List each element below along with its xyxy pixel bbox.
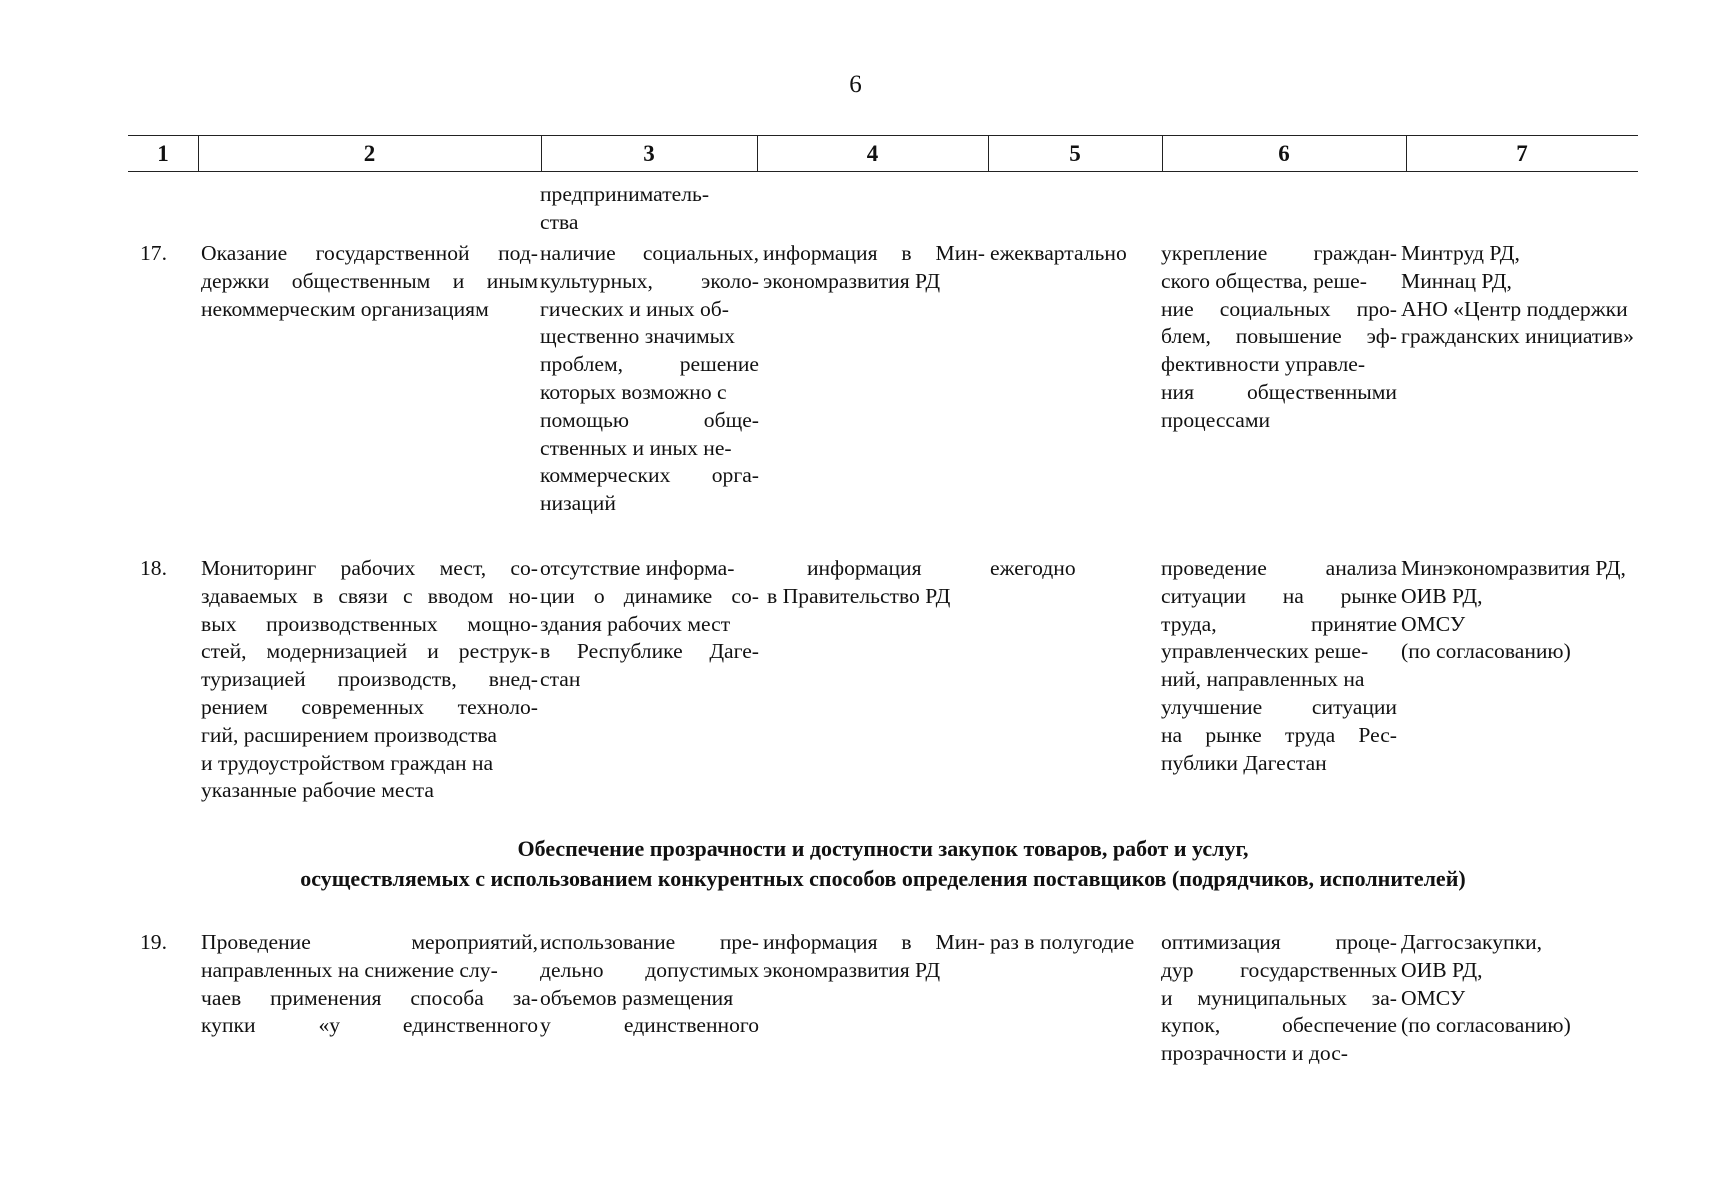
column-header-1: 1 bbox=[157, 141, 169, 166]
row-number: 19. bbox=[140, 930, 167, 954]
row-problem: отсутствие информа- ции о динамике со- здания рабочих мест в Республике Даге- стан bbox=[540, 556, 759, 692]
row-outcome: проведение анализа ситуации на рынке труда, принятие управленческих реше- ний, направленных на улучшение ситуации на рынке труда Рес- публики Дагестан bbox=[1161, 556, 1397, 775]
column-header-5: 5 bbox=[1069, 141, 1081, 166]
row-outcome: укрепление граждан- ского общества, реше- ние социальных про- блем, повышение эф- фективности управле- ния общественными процессами bbox=[1161, 241, 1397, 432]
column-header-6: 6 bbox=[1278, 141, 1290, 166]
row-result: информация в Мин- экономразвития РД bbox=[763, 930, 985, 982]
row-action: Мониторинг рабочих мест, со- здаваемых в связи с вводом но- вых производственных мощно- стей, модернизацией и реструк- туризацией производств, внед- рением современных техноло- гий, расширением производства и трудоустройством граждан на указанные рабочие места bbox=[201, 556, 538, 803]
row-responsible: Даггосзакупки, ОИВ РД, ОМСУ (по согласованию) bbox=[1401, 930, 1571, 1038]
column-header-2: 2 bbox=[363, 141, 376, 166]
row-period: раз в полугодие bbox=[990, 930, 1135, 954]
section-heading: Обеспечение прозрачности и доступности закупок товаров, работ и услуг, осуществляемых с использованием конкурентных способов определения поставщиков (подрядчиков, исполнителей) bbox=[300, 836, 1466, 891]
column-header-4: 4 bbox=[866, 141, 879, 166]
row-problem: использование пре- дельно допустимых объемов размещения у единственного bbox=[540, 930, 759, 1038]
row-number: 17. bbox=[140, 241, 167, 265]
row-action: Оказание государственной под- держки общественным и иным некоммерческим организациям bbox=[201, 241, 538, 321]
row-problem: наличие социальных, культурных, эколо- гических и иных об- щественно значимых проблем, решение которых возможно с помощью обще- ственных и иных не- коммерческих орга- низаций bbox=[540, 241, 759, 516]
carry-over-cell: предприниматель- ства bbox=[540, 182, 710, 234]
row-result: информация в Правительство РД bbox=[767, 556, 951, 608]
row-responsible: Минтруд РД, Миннац РД, АНО «Центр поддержки гражданских инициатив» bbox=[1401, 241, 1634, 349]
row-period: ежеквартально bbox=[990, 241, 1127, 265]
page-number: 6 bbox=[849, 71, 862, 98]
column-header-7: 7 bbox=[1516, 141, 1528, 166]
row-number: 18. bbox=[140, 556, 167, 580]
column-header-3: 3 bbox=[643, 141, 655, 166]
row-outcome: оптимизация проце- дур государственных и муниципальных за- купок, обеспечение прозрачности и дос- bbox=[1161, 930, 1397, 1066]
row-responsible: Минэкономразвития РД, ОИВ РД, ОМСУ (по согласованию) bbox=[1401, 556, 1626, 664]
row-action: Проведение мероприятий, направленных на снижение слу- чаев применения способа за- купки «у единственного bbox=[201, 930, 538, 1038]
table-header bbox=[128, 135, 1638, 172]
row-result: информация в Мин- экономразвития РД bbox=[763, 241, 985, 293]
row-period: ежегодно bbox=[990, 556, 1076, 580]
